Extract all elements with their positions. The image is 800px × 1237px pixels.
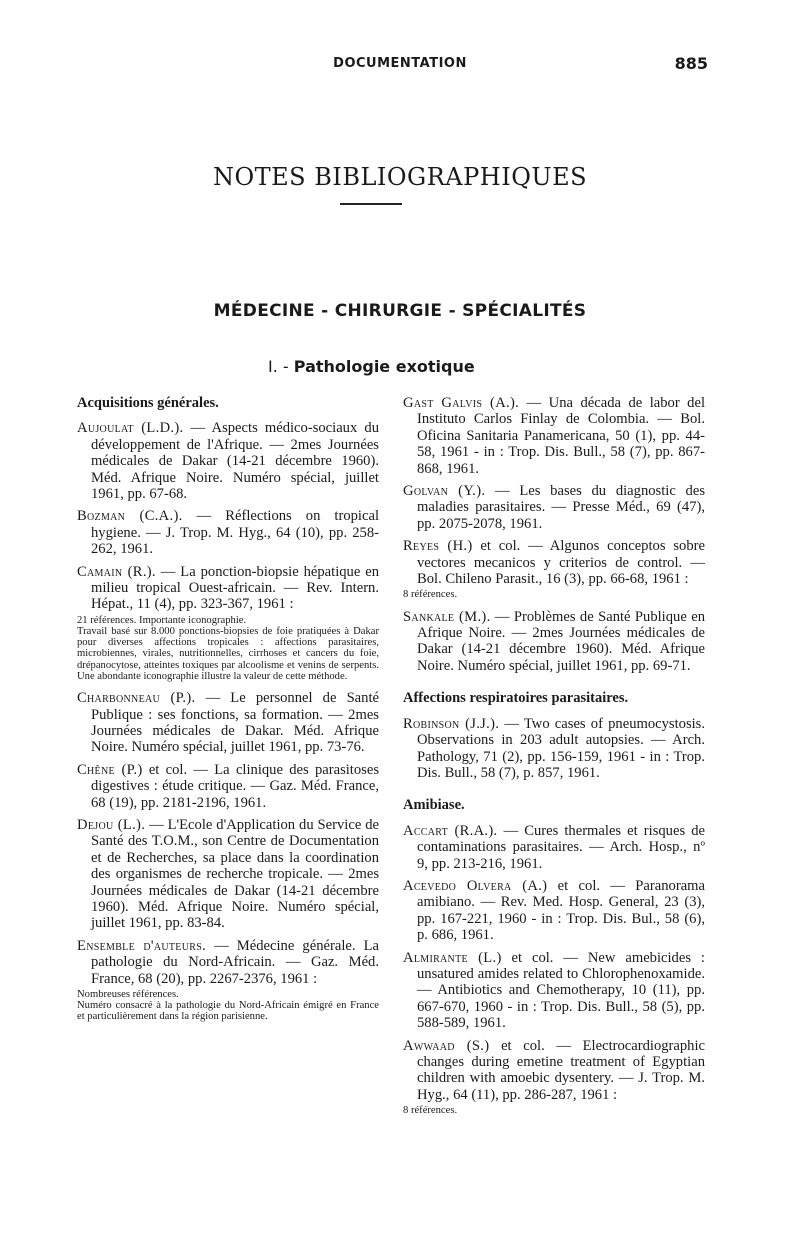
section-title: MÉDECINE - CHIRURGIE - SPÉCIALITÉS: [213, 301, 587, 321]
entry-author: Gast Galvis (A.).: [403, 395, 520, 411]
bibliography-entry: [403, 716, 705, 782]
title-rule: [340, 203, 402, 205]
bibliography-entry: [403, 609, 705, 675]
entry-author: Awwaad (S.): [403, 1037, 490, 1054]
entry-author: Reyes (H.): [403, 538, 473, 555]
entry-text: — Réflections on tropical hygiene. — J. Trop. M. Hyg., 64 (10), pp. 258-262, 1961.: [91, 508, 379, 558]
entry-text: — Le personnel de Santé Publique : ses fonctions, sa formation. — 2mes Journées médicales de Dakar. Méd. Afrique Noire. Numéro spécial, juillet 1961, pp. 73-76.: [91, 690, 379, 756]
entry-author: Dejou (L.).: [77, 816, 146, 833]
bibliography-entry: [77, 690, 379, 756]
bibliography-entry: [77, 938, 379, 987]
entry-text: — Aspects médico-sociaux du développement de l'Afrique. — 2mes Journées médicales de Dakar (14-21 décembre 1960). Méd. Afrique Noire. Numéro spécial, juillet 1961, pp. 67-68.: [91, 420, 379, 503]
page-number: 885: [674, 54, 708, 73]
bibliography-entry: [403, 878, 705, 944]
entry-note: 8 références.: [403, 589, 458, 601]
bibliography-entry: [403, 823, 705, 872]
entry-text: et col. — La clinique des parasitoses digestives : étude critique. — Gaz. Méd. France, 68 (19), pp. 2181-2196, 1961.: [91, 761, 379, 811]
entry-text: — Cures thermales et risques de contaminations parasitaires. — Arch. Hosp., nº 9, pp. 213-216, 1961.: [417, 822, 705, 872]
entry-note: 8 références.: [403, 1105, 458, 1117]
bibliography-entry: [77, 762, 379, 811]
category-heading: Amibiase.: [403, 797, 465, 814]
entry-note: Travail basé sur 8.000 ponctions-biopsies de foie pratiquées à Dakar pour diverses affections tropicales : affections parasitaires, microbiennes, virales, nutritionnelles, cirrhoses et cancers du foie, drépanocytose, atteintes toxiques par alcoolisme et venins de serpents. Une abondante iconographie illustre la valeur de cette méthode.: [77, 626, 379, 682]
main-title: NOTES BIBLIOGRAPHIQUES: [212, 163, 588, 191]
bibliography-entry: [77, 508, 379, 557]
entry-author: Ensemble d'auteurs.: [77, 937, 206, 954]
bibliography-entry: [403, 1038, 705, 1104]
entry-text: — Una década de labor del Instituto Carlos Finlay de Colombia. — Bol. Oficina Sanitaria Panamericana, 50 (1), pp. 44-58, 1961 - in : Trop. Dis. Bull., 58 (7), pp. 867-868, 1961.: [417, 395, 706, 477]
bibliography-entry: [403, 483, 705, 532]
entry-author: Golvan (Y.).: [403, 483, 486, 500]
bibliography-entry: [403, 538, 705, 587]
running-header-title: DOCUMENTATION: [333, 56, 467, 71]
entry-author: Aujoulat (L.D.).: [77, 420, 184, 437]
entry-text: — L'Ecole d'Application du Service de Santé des T.O.M., son Centre de Documentation et de Recherches, sa place dans la coordination des organismes de recherche tropicale. — 2mes Journées médicales de Dakar (14-21 décembre 1960). Méd. Afrique Noire. Numéro spécial, juillet 1961, pp. 83-84.: [91, 816, 379, 932]
entry-text: — Médecine générale. La pathologie du Nord-Africain. — Gaz. Méd. France, 68 (20), pp. 2267-2376, 1961 :: [91, 937, 379, 987]
entry-author: Robinson (J.J.).: [403, 715, 500, 732]
left-column: [77, 395, 379, 1031]
entry-text: — Two cases of pneumocystosis. Observations in 203 adult autopsies. — Arch. Pathology, 71 (2), pp. 156-159, 1961 - in : Trop. Dis. Bull., 58 (7), p. 857, 1961.: [417, 715, 706, 781]
entry-author: Chêne (P.): [77, 761, 143, 778]
subsection-title: [268, 357, 475, 376]
bibliography-entry: [403, 395, 705, 477]
entry-note: 21 références. Importante iconographie.: [77, 614, 247, 626]
entry-author: Bozman (C.A.).: [77, 508, 183, 525]
entry-author: Accart (R.A.).: [403, 822, 498, 839]
subsection-number: I. -: [268, 357, 289, 376]
entry-text: — La ponction-biopsie hépatique en milieu tropical Ouest-africain. — Rev. Intern. Hépat., 11 (4), pp. 323-367, 1961 :: [91, 563, 379, 613]
bibliography-entry: [403, 950, 705, 1032]
entry-author: Acevedo Olvera (A.): [403, 877, 548, 894]
category-heading: Affections respiratoires parasitaires.: [403, 690, 629, 707]
bibliography-entry: [77, 817, 379, 932]
entry-author: Sankale (M.).: [403, 608, 491, 625]
entry-author: Charbonneau (P.).: [77, 690, 196, 707]
category-heading: Acquisitions générales.: [77, 395, 219, 411]
entry-text: et col. — Algunos conceptos sobre vectores mecanicos y criterios de control. — Bol. Chileno Parasit., 16 (3), pp. 66-68, 1961 :: [417, 538, 705, 588]
entry-text: et col. — Paranorama amibiano. — Rev. Med. Hosp. General, 23 (3), pp. 167-221, 1960 - in : Trop. Dis. Bul., 58 (6), p. 686, 1961.: [417, 877, 706, 944]
entry-author: Camain (R.).: [77, 563, 156, 580]
entry-note: Nombreuses références.: [77, 989, 179, 1000]
entry-author: Almirante (L.): [403, 949, 502, 966]
entry-text: et col. — Electrocardiographic changes during emetine treatment of Egyptian children with amoebic dysentery. — J. Trop. M. Hyg., 64 (11), pp. 286-287, 1961 :: [417, 1037, 706, 1103]
bibliography-entry: [77, 564, 379, 613]
entry-text: — Problèmes de Santé Publique en Afrique Noire. — 2mes Journées médicales de Dakar (14-21 décembre 1960). Méd. Afrique Noire. Numéro spécial, juillet 1961, pp. 69-71.: [417, 608, 705, 674]
bibliography-entry: [77, 420, 379, 502]
entry-note: Numéro consacré à la pathologie du Nord-Africain émigré en France et particulièrement dans la région parisienne.: [77, 1000, 379, 1023]
entry-text: — Les bases du diagnostic des maladies parasitaires. — Presse Méd., 69 (47), pp. 2075-2078, 1961.: [417, 483, 705, 532]
entry-text: et col. — New amebicides : unsatured amides related to Chlorophenoxamide. — Antibiotics and Chemotherapy, 10 (11), pp. 667-670, 1960 - in : Trop. Dis. Bull., 58 (5), pp. 588-589, 1961.: [417, 949, 705, 1032]
subsection-text: Pathologie exotique: [293, 357, 475, 376]
right-column: [403, 395, 705, 1124]
